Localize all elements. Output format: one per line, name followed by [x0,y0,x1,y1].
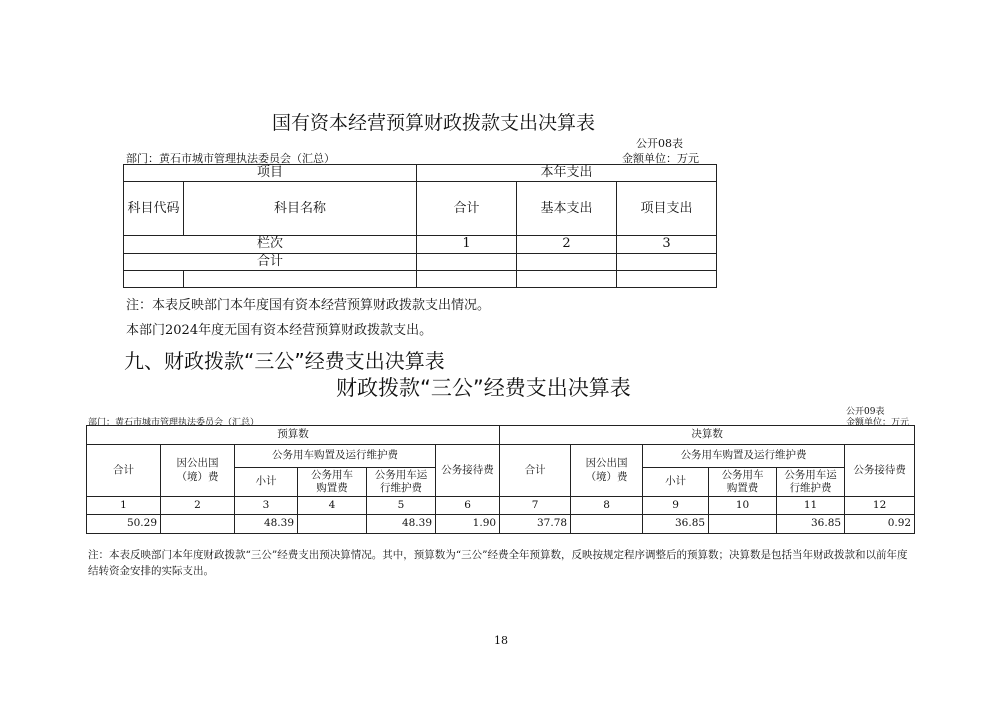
value-cell: 1.90 [436,515,500,534]
header-subtotal: 小计 [235,468,298,497]
col-index: 3 [617,236,717,253]
table1-unit: 金额单位：万元 [622,152,699,165]
cell-empty [517,253,617,270]
table2-dept: 部门：黄石市城市管理执法委员会（汇总） [88,418,260,428]
section-heading: 九、财政拨款“三公”经费支出决算表 [124,349,445,373]
col-index: 5 [367,497,436,515]
value-cell: 50.29 [87,515,161,534]
header-car: 公务用车购置及运行维护费 [643,445,845,468]
table1-code: 公开08表 [636,137,683,150]
col-index: 2 [517,236,617,253]
value-cell [161,515,235,534]
table1-note-2: 本部门2024年度无国有资本经营预算财政拨款支出。 [126,323,433,338]
row-total-label: 合计 [124,253,417,270]
table1-dept: 部门：黄石市城市管理执法委员会（汇总） [126,152,335,165]
col-index: 9 [643,497,709,515]
cell-empty [184,270,417,287]
table2-unit: 金额单位：万元 [846,418,910,428]
header-item: 项目支出 [617,182,717,236]
header-car-buy: 公务用车购置费 [298,468,367,497]
state-capital-table [123,164,717,288]
header-final: 决算数 [500,426,915,445]
table2-code: 公开09表 [846,407,885,417]
header-abroad: 因公出国（境）费 [161,445,235,497]
cell-empty [617,253,717,270]
col-index: 2 [161,497,235,515]
table1-title: 国有资本经营预算财政拨款支出决算表 [272,112,596,134]
col-index: 12 [845,497,915,515]
header-car-run: 公务用车运行维护费 [367,468,436,497]
header-code: 科目代码 [124,182,184,236]
value-cell: 0.92 [845,515,915,534]
cell-empty [417,270,517,287]
header-total: 合计 [500,445,571,497]
col-index: 6 [436,497,500,515]
cell-empty [617,270,717,287]
value-cell: 36.85 [643,515,709,534]
value-cell: 37.78 [500,515,571,534]
value-cell: 48.39 [235,515,298,534]
table2-title: 财政拨款“三公”经费支出决算表 [336,376,631,400]
cell-empty [517,270,617,287]
header-year-expense: 本年支出 [417,165,717,182]
value-cell [709,515,777,534]
cell-empty [417,253,517,270]
value-cell: 36.85 [777,515,845,534]
header-car-buy: 公务用车购置费 [709,468,777,497]
header-abroad: 因公出国（境）费 [571,445,643,497]
page-number: 18 [494,634,508,647]
header-car-run: 公务用车运行维护费 [777,468,845,497]
cell-empty [124,270,184,287]
col-index: 1 [87,497,161,515]
header-total: 合计 [417,182,517,236]
header-total: 合计 [87,445,161,497]
col-index: 1 [417,236,517,253]
table1-note: 注：本表反映部门本年度国有资本经营预算财政拨款支出情况。 [126,298,491,313]
value-cell: 48.39 [367,515,436,534]
header-basic: 基本支出 [517,182,617,236]
col-index: 7 [500,497,571,515]
row-lanci: 栏次 [124,236,417,253]
table2-note: 注：本表反映部门本年度财政拨款“三公”经费支出预决算情况。其中，预算数为“三公”经费全年预算数，反映按规定程序调整后的预算数；决算数是包括当年财政拨款和以前年度结转资金安排的实际支出。 [88,549,908,577]
value-cell [571,515,643,534]
header-subtotal: 小计 [643,468,709,497]
col-index: 3 [235,497,298,515]
col-index: 11 [777,497,845,515]
three-public-expenses-table [86,425,915,534]
value-cell [298,515,367,534]
header-reception: 公务接待费 [436,445,500,497]
header-project: 项目 [124,165,417,182]
col-index: 10 [709,497,777,515]
header-car: 公务用车购置及运行维护费 [235,445,436,468]
header-name: 科目名称 [184,182,417,236]
header-reception: 公务接待费 [845,445,915,497]
col-index: 4 [298,497,367,515]
header-budget: 预算数 [87,426,500,445]
col-index: 8 [571,497,643,515]
